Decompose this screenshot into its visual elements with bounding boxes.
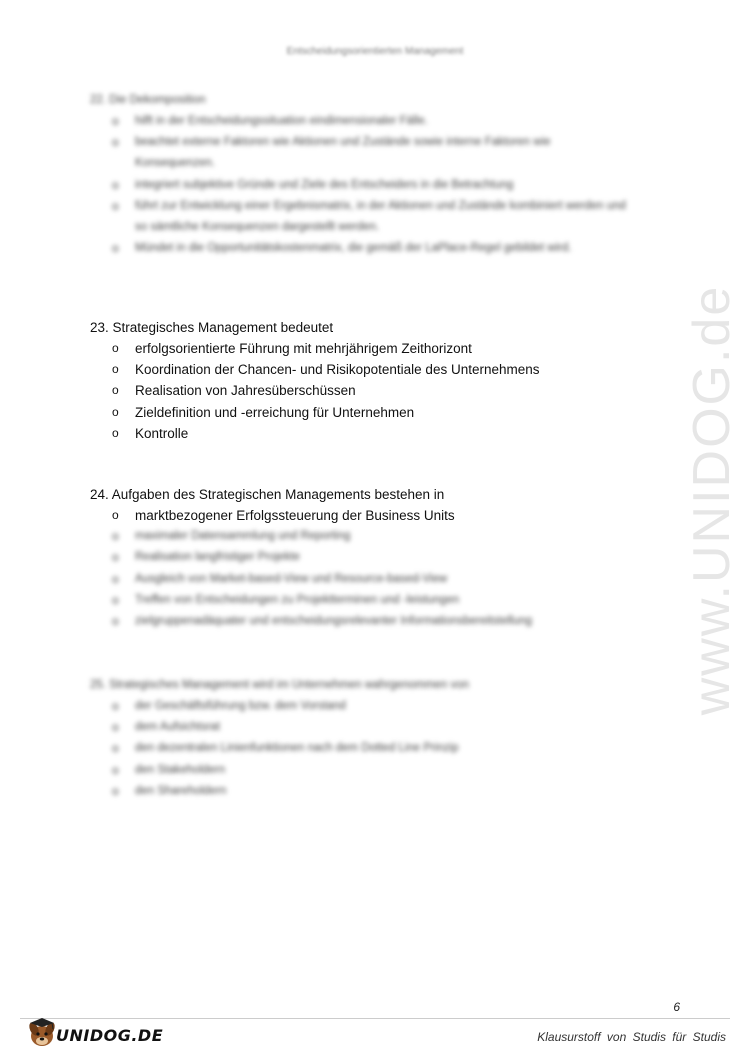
option-item	[90, 380, 670, 401]
option-text: erfolgsorientierte Führung mit mehrjährigem Zeithorizont	[135, 341, 472, 356]
option-text: den Shareholdern	[135, 784, 227, 797]
option-text: beachtet externe Faktoren wie Aktionen und Zustände sowie interne Faktoren wie Konsequenzen.	[135, 136, 551, 170]
option-item	[90, 402, 670, 423]
option-item	[90, 781, 670, 802]
watermark: www.UNIDOG.de	[683, 284, 741, 716]
bullet-icon: o	[112, 592, 119, 607]
option-item	[90, 175, 670, 196]
option-text: Treffen von Entscheidungen zu Projektterminen und -leistungen	[135, 593, 460, 606]
option-text: Koordination der Chancen- und Risikopotentiale des Unternehmens	[135, 362, 540, 378]
bullet-icon: o	[112, 425, 119, 440]
option-text: Realisation langfristiger Projekte	[135, 551, 300, 564]
option-item	[90, 505, 670, 526]
question-22	[90, 90, 670, 259]
option-item	[90, 717, 670, 738]
option-text: der Geschäftsführung bzw. dem Vorstand	[135, 700, 346, 712]
option-text: marktbezogener Erfolgssteuerung der Business Units	[135, 508, 455, 523]
question-title: 23. Strategisches Management bedeutet	[90, 320, 334, 335]
option-item	[90, 238, 670, 259]
bullet-icon: o	[112, 508, 119, 522]
option-text: maximaler Datensammlung und Reporting	[135, 530, 351, 543]
bullet-icon: o	[112, 341, 119, 355]
option-item	[90, 526, 670, 547]
option-text: integriert subjektive Gründe und Ziele des Entscheiders in die Betrachtung	[135, 178, 514, 191]
bullet-icon: o	[112, 135, 119, 150]
question-title: 22. Die Dekomposition	[90, 94, 206, 106]
question-24	[90, 484, 670, 632]
option-text: Kontrolle	[135, 425, 189, 441]
option-text: zielgruppenadäquater und entscheidungsrelevanter Informationsbereitstellung	[135, 615, 533, 628]
option-list	[90, 505, 670, 526]
option-item	[90, 111, 670, 132]
option-item	[90, 132, 670, 174]
question-title: 25. Strategisches Management wird im Unternehmen wahrgenommen von	[90, 679, 470, 691]
page-number: 6	[673, 1000, 680, 1014]
bullet-icon: o	[112, 404, 119, 419]
option-text: den Stakeholdern	[135, 763, 226, 776]
question-25	[90, 675, 670, 802]
bullet-icon: o	[112, 783, 119, 798]
bullet-icon: o	[112, 614, 119, 629]
bullet-icon: o	[112, 699, 119, 713]
option-text: Realisation von Jahresüberschüssen	[135, 383, 356, 399]
option-item	[90, 611, 670, 632]
option-item	[90, 547, 670, 568]
option-item	[90, 760, 670, 781]
option-list	[90, 696, 670, 802]
bullet-icon: o	[112, 198, 119, 213]
footer-tagline: Klausurstoff von Studis für Studis	[537, 1030, 726, 1044]
bullet-icon: o	[112, 529, 119, 544]
option-text: hilft in der Entscheidungssituation eindimensionaler Fälle.	[135, 115, 428, 127]
option-item	[90, 569, 670, 590]
option-list-blurred	[90, 526, 670, 632]
bullet-icon: o	[112, 762, 119, 777]
bullet-icon: o	[112, 362, 119, 377]
page-header: Entscheidungsorientierten Management	[286, 46, 464, 57]
option-text: den dezentralen Linienfunktionen nach dem Dotted Line Prinzip	[135, 742, 459, 755]
option-item	[90, 738, 670, 759]
option-list	[90, 111, 670, 259]
bullet-icon: o	[112, 741, 119, 756]
logo-text: UNIDOG.DE	[56, 1026, 164, 1045]
option-item	[90, 423, 670, 444]
option-item	[90, 338, 670, 359]
option-text: dem Aufsichtsrat	[135, 721, 221, 734]
question-23	[90, 317, 670, 444]
bullet-icon: o	[112, 241, 119, 256]
option-item	[90, 359, 670, 380]
option-list	[90, 338, 670, 444]
option-text: Mündet in die Opportunitätskostenmatrix, die gemäß der LaPlace-Regel gebildet wird.	[135, 242, 572, 255]
option-text: Zieldefinition und -erreichung für Unternehmen	[135, 404, 415, 420]
bullet-icon: o	[112, 571, 119, 586]
option-text: führt zur Entwicklung einer Ergebnismatrix, in der Aktionen und Zustände kombiniert werden und so sämtliche Konsequenzen dargestellt werden.	[135, 199, 626, 234]
bullet-icon: o	[112, 550, 119, 565]
option-item	[90, 696, 670, 717]
bullet-icon: o	[112, 720, 119, 735]
bullet-icon: o	[112, 114, 119, 128]
bullet-icon: o	[112, 177, 119, 192]
option-text: Ausgleich von Market-based-View und Resource-based-View	[135, 572, 448, 585]
option-item	[90, 590, 670, 611]
question-title: 24. Aufgaben des Strategischen Managements bestehen in	[90, 487, 445, 502]
bullet-icon: o	[112, 383, 119, 398]
option-item	[90, 196, 670, 238]
